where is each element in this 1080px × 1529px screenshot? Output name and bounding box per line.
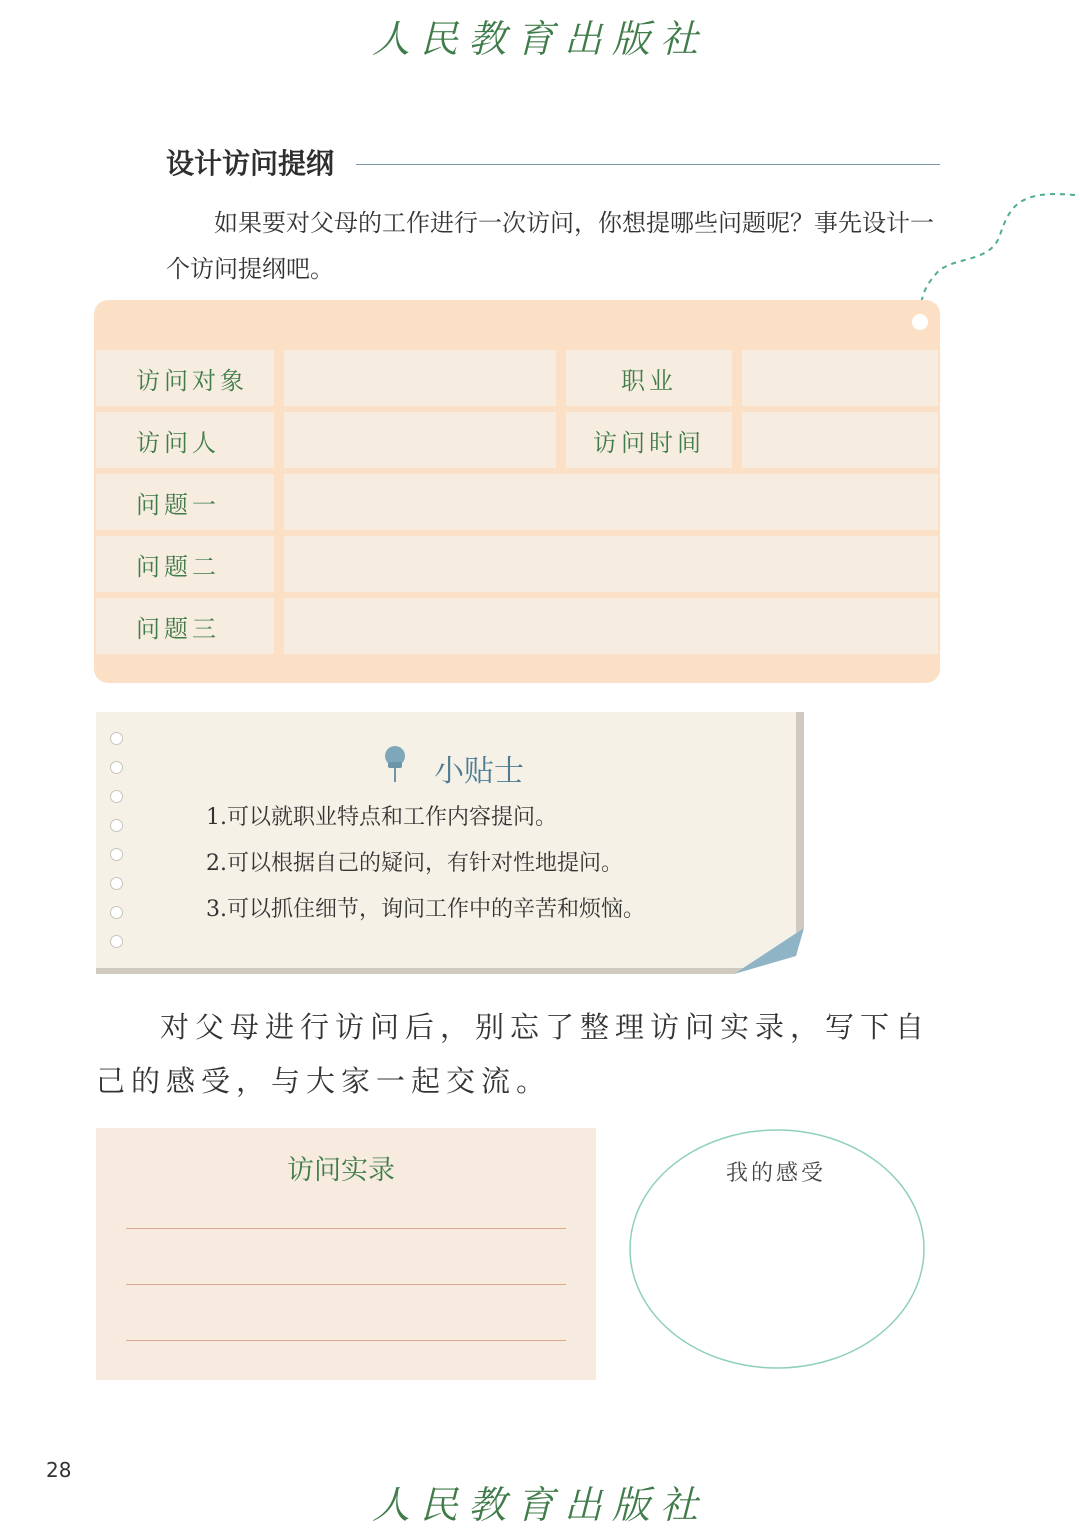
- interview-outline-table: [94, 300, 940, 683]
- feelings-title: 我的感受: [725, 1161, 826, 1186]
- binder-ring: [110, 761, 123, 774]
- main-paragraph-text: 对父母进行访问后，别忘了整理访问实录，写下自己的感受，与大家一起交流。: [96, 1010, 931, 1098]
- interview-record-card: [96, 1128, 596, 1380]
- occupation-field[interactable]: [742, 350, 938, 406]
- section-title: 设计访问提纲: [166, 147, 335, 180]
- binder-ring: [110, 935, 123, 948]
- intro-text: 如果要对父母的工作进行一次访问，你想提哪些问题呢？事先设计一个访问提纲吧。: [166, 209, 934, 283]
- label-interview-time: 访问时间: [566, 412, 732, 468]
- writing-line[interactable]: [126, 1284, 566, 1285]
- interview-time-field[interactable]: [742, 412, 938, 468]
- tips-title: 小贴士: [434, 754, 524, 789]
- tip-item-3: 3.可以抓住细节，询问工作中的辛苦和烦恼。: [206, 897, 645, 922]
- table-hole-dot: [912, 314, 928, 330]
- binder-ring: [110, 906, 123, 919]
- interviewer-field[interactable]: [284, 412, 556, 468]
- writing-line[interactable]: [126, 1340, 566, 1341]
- binder-ring: [110, 732, 123, 745]
- label-question-3: 问题三: [96, 598, 274, 654]
- writing-line[interactable]: [126, 1228, 566, 1229]
- interviewee-field[interactable]: [284, 350, 556, 406]
- binder-ring: [110, 848, 123, 861]
- label-interviewee: 访问对象: [96, 350, 274, 406]
- page-number: 28: [46, 1458, 72, 1482]
- tips-card: [96, 712, 796, 968]
- binder-ring: [110, 819, 123, 832]
- intro-paragraph: [166, 200, 946, 292]
- label-occupation: 职业: [566, 350, 732, 406]
- label-question-2: 问题二: [96, 536, 274, 592]
- label-interviewer: 访问人: [96, 412, 274, 468]
- main-paragraph: [96, 1000, 946, 1108]
- page-fold-corner: [734, 928, 804, 974]
- section-title-rule: [356, 164, 940, 165]
- pushpin-icon: [380, 744, 410, 784]
- binder-ring: [110, 877, 123, 890]
- binder-ring: [110, 790, 123, 803]
- publisher-logo-footer: 人民教育出版社: [371, 1483, 708, 1527]
- publisher-logo-header: 人民教育出版社: [371, 17, 708, 61]
- question-3-field[interactable]: [284, 598, 938, 654]
- label-question-1: 问题一: [96, 474, 274, 530]
- question-1-field[interactable]: [284, 474, 938, 530]
- tip-item-1: 1.可以就职业特点和工作内容提问。: [206, 805, 557, 830]
- tip-item-2: 2.可以根据自己的疑问，有针对性地提问。: [206, 851, 623, 876]
- record-title: 访问实录: [287, 1155, 395, 1186]
- dashed-curve-decoration: [900, 185, 1080, 315]
- question-2-field[interactable]: [284, 536, 938, 592]
